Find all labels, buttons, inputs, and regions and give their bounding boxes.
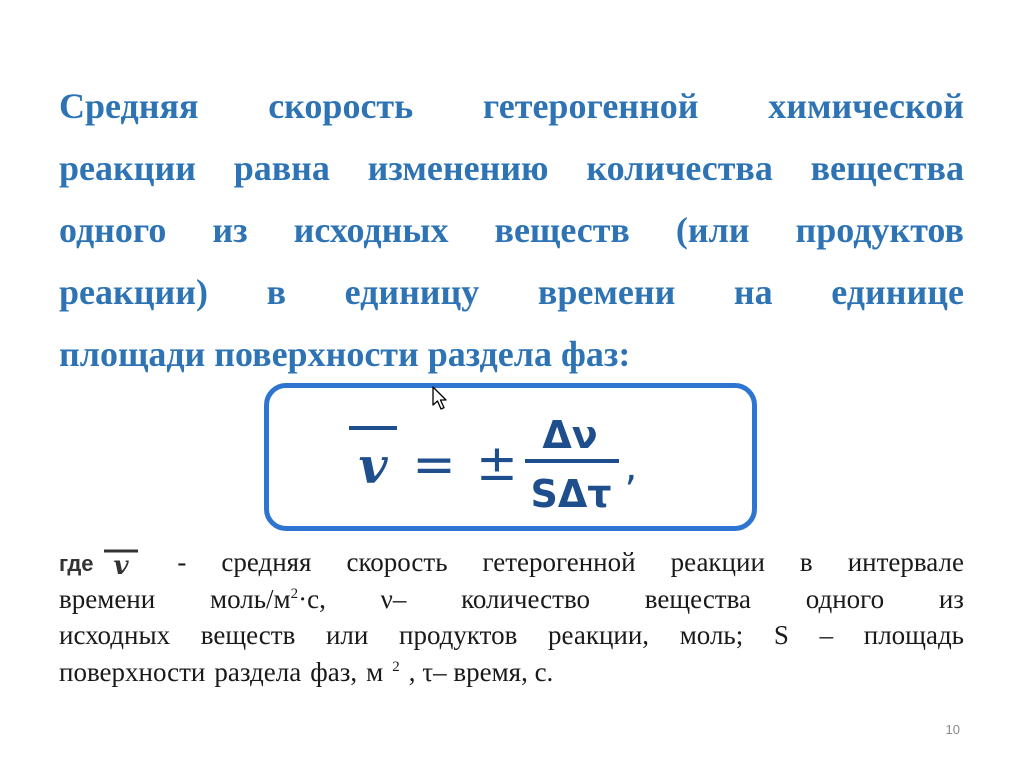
definition-word: времени (537, 272, 676, 312)
definition-word: продуктов (795, 210, 964, 250)
definition-line-1 (59, 82, 964, 144)
definition-word: химической (768, 86, 964, 126)
explanation-word: гетерогенной (482, 547, 636, 577)
definition-word: площади поверхности раздела фаз: (59, 334, 631, 374)
explanation-word (59, 544, 142, 582)
definition-word: (или (675, 210, 750, 250)
definition-word: изменению (367, 148, 549, 188)
explanation-word: продуктов (399, 620, 518, 650)
definition-word: количества (586, 148, 773, 188)
explanation-paragraph (59, 544, 964, 690)
explanation-word: – (819, 620, 834, 650)
explanation-line-2 (59, 581, 964, 618)
explanation-word: исходных (59, 620, 171, 650)
definition-word: реакции) (59, 272, 208, 312)
formula-box (264, 383, 757, 531)
explanation-word: моль; (679, 620, 744, 650)
definition-word: исходных (293, 210, 449, 250)
page-number: 10 (945, 722, 960, 737)
formula-numerator: Δν (542, 413, 598, 457)
explanation-word: из (938, 583, 964, 614)
definition-line-4 (59, 268, 964, 330)
explanation-word: вещества (644, 583, 751, 614)
explanation-line-3 (59, 617, 964, 654)
explanation-word: времени (59, 583, 156, 614)
formula-comma: , (624, 444, 638, 490)
definition-word: равна (233, 148, 330, 188)
velocity-symbol-glyph: 𝒗 (113, 551, 129, 577)
definition-word: единицу (344, 272, 480, 312)
definition-word: из (212, 210, 248, 250)
definition-word: скорость (268, 86, 414, 126)
formula-equals: = (412, 435, 456, 495)
definition-paragraph (59, 82, 964, 392)
explanation-word: одного (805, 583, 885, 614)
explanation-word: скорость (346, 547, 448, 577)
explanation-word: интервале (847, 547, 964, 577)
explanation-word: средняя (221, 547, 312, 577)
formula-plusminus: ± (476, 434, 518, 492)
explanation-word: фаз, (310, 656, 358, 687)
superscript: 2 (290, 585, 299, 602)
explanation-word: веществ (200, 620, 296, 650)
explanation-word: в (799, 547, 813, 577)
explanation-word: ν– (380, 583, 407, 614)
definition-line-2 (59, 144, 964, 206)
gde-label: где (59, 551, 94, 576)
definition-line-3 (59, 206, 964, 268)
explanation-word: раздела (214, 656, 302, 687)
mouse-pointer-icon (432, 386, 448, 412)
formula-denominator: SΔτ (530, 472, 612, 516)
formula-lhs: 𝒗 (358, 436, 388, 495)
explanation-word: количество (461, 583, 591, 614)
explanation-word: поверхности (59, 656, 206, 687)
explanation-line-1 (59, 544, 964, 581)
explanation-word: или (325, 620, 369, 650)
velocity-symbol (100, 544, 142, 580)
unit-mol-per-m2-s: моль/$м^2\cdot с$, (209, 583, 326, 614)
unit-area: м $^2$ , τ– время, с. (366, 656, 554, 687)
definition-word: Средняя (59, 86, 199, 126)
explanation-line-4 (59, 654, 964, 691)
explanation-word: площадь (863, 620, 964, 650)
formula (269, 388, 752, 526)
definition-word: единице (831, 272, 964, 312)
explanation-word: - (177, 547, 187, 577)
explanation-word: реакции, (548, 620, 650, 650)
definition-word: на (733, 272, 773, 312)
definition-word: в (266, 272, 287, 312)
explanation-word: реакции (670, 547, 765, 577)
explanation-word: S (773, 620, 789, 650)
superscript: 2 (392, 658, 400, 675)
definition-word: реакции (59, 148, 196, 188)
definition-word: веществ (494, 210, 630, 250)
definition-word: вещества (810, 148, 964, 188)
definition-word: гетерогенной (482, 86, 699, 126)
definition-word: одного (59, 210, 167, 250)
